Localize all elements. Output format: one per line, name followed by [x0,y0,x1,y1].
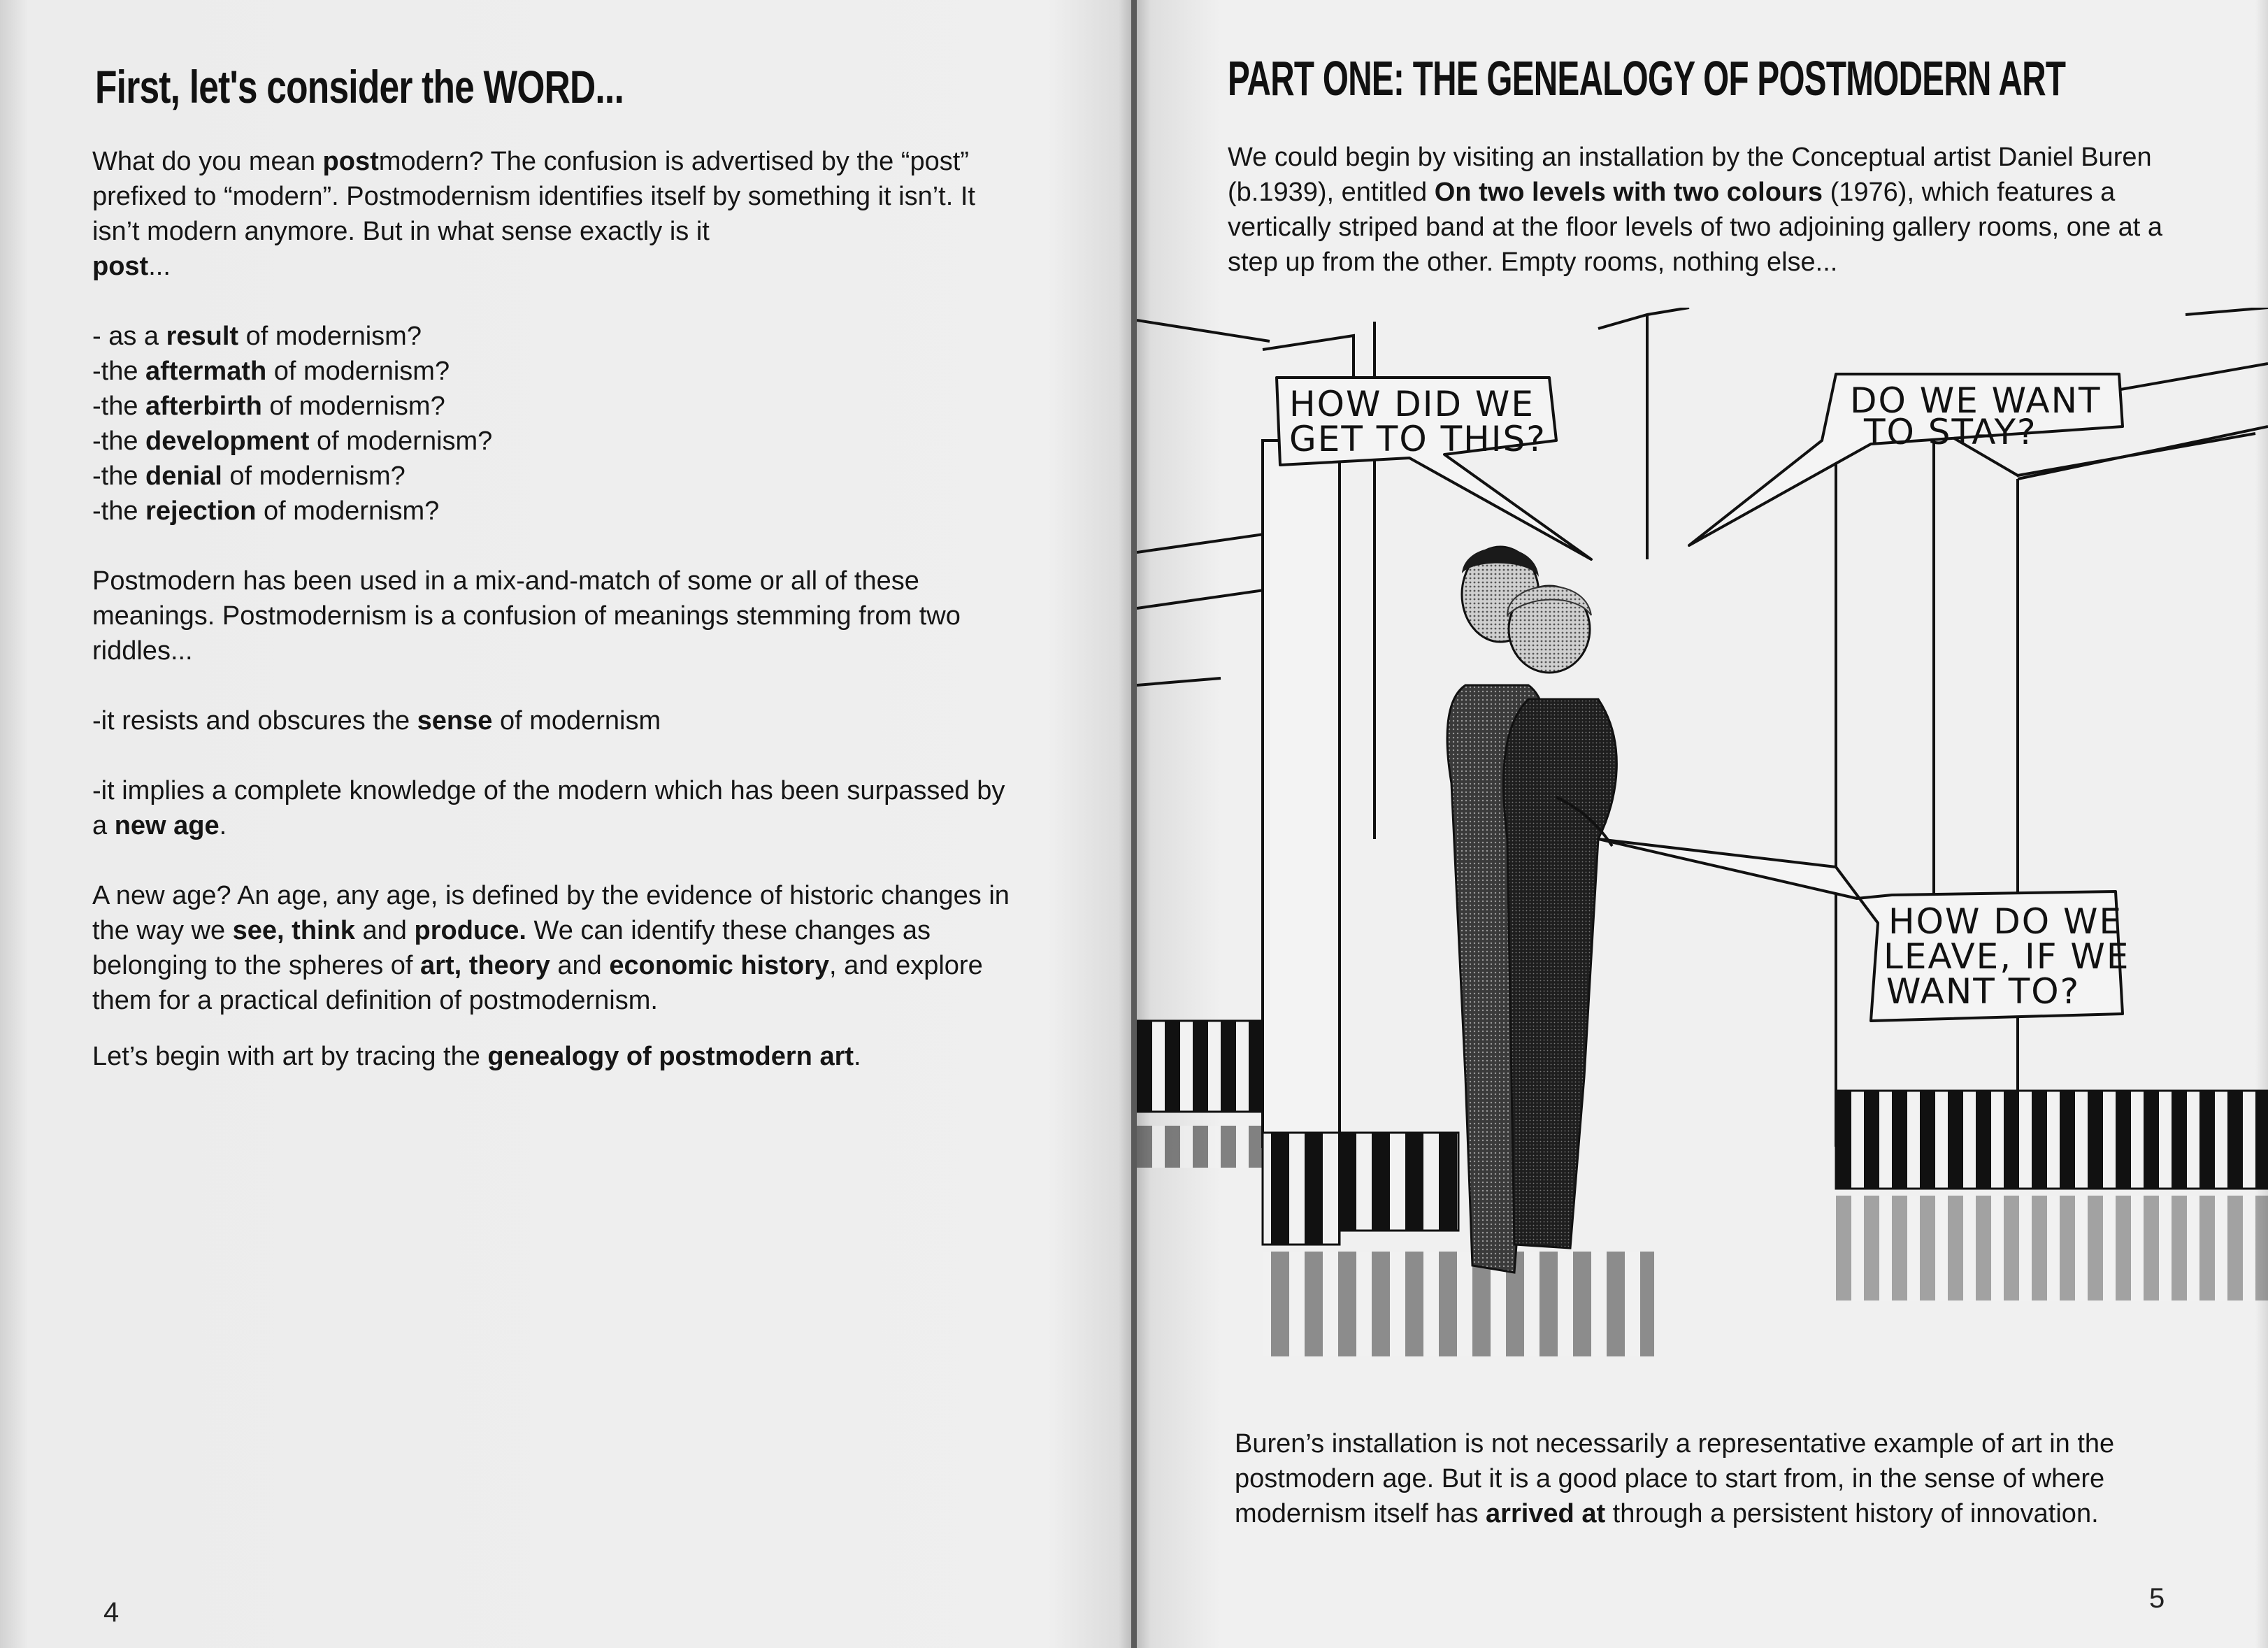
intro-bold-post: post [322,147,379,176]
woman-figure [1503,699,1616,1248]
bubble-bottom-line2: LEAVE, IF WE [1883,936,2130,977]
bubble-right-line2: TO STAY? [1864,412,2037,452]
stripe-band-pillar [1263,1133,1340,1245]
list-item: -the aftermath of modernism? [92,357,450,386]
bubble-left-line2: GET TO THIS? [1289,419,1546,459]
speech-bubble-right [1689,374,2123,545]
right-page-heading: PART ONE: THE GENEALOGY OF POSTMODERN ART [1228,51,2066,106]
riddle-one: -it resists and obscures the sense of modernism [92,706,661,736]
left-page-heading: First, let's consider the WORD... [95,61,624,113]
stripe-band-right [1836,1091,2268,1189]
stripe-reflection-floor [1263,1252,1654,1356]
gallery-illustration [1137,308,2268,1426]
book-gutter [1131,0,1137,1648]
mix-paragraph: Postmodern has been used in a mix-and-match of some or all of these meanings. Postmodernism is a confusion of meanings stemming from two riddles... [92,566,961,666]
couple-figures [1447,547,1616,1273]
left-page-body [92,144,1015,1074]
speech-bubble-bottom [1598,839,2130,1021]
intro-paragraph [92,144,1015,284]
stripe-band-middle [1340,1133,1458,1231]
page-number-right: 5 [2149,1583,2165,1614]
intro-bold-post-end: post [92,252,149,281]
list-item: -the development of modernism? [92,427,493,456]
intro-text-1: What do you mean [92,147,323,176]
list-item: -the denial of modernism? [92,461,405,491]
page-number-left: 4 [103,1597,120,1628]
stripe-reflection-left [1137,1126,1263,1168]
bubble-bottom-line3: WANT TO? [1886,971,2081,1012]
riddle-two: -it implies a complete knowledge of the modern which has been surpassed by a new age. [92,776,1005,840]
bubble-bottom-line1: HOW DO WE [1888,901,2123,942]
bubble-right-line1: DO WE WANT [1850,380,2102,421]
stripe-reflection-right [1836,1196,2268,1301]
question-list [92,319,1015,529]
right-intro-paragraph: We could begin by visiting an installation by the Conceptual artist Daniel Buren (b.1939), entitled On two levels with two colours (1976), which features a vertically striped band at the floor levels of two adjoining gallery rooms, one at a step up from the other. Empty rooms, nothing else... [1228,143,2163,277]
left-page [0,0,1131,1648]
right-page [1137,0,2268,1648]
bubble-left-line1: HOW DID WE [1289,384,1535,424]
new-age-paragraph: A new age? An age, any age, is defined by the evidence of historic changes in the way we see, think and produce. We can identify these changes as belonging to the spheres of art, theory and economic history, and explore them for a practical definition of postmodernism. [92,881,1010,1015]
intro-text-2: modern? The confusion is advertised by the “post” prefixed to “modern”. Postmodernism identifies itself by something it isn’t. It isn’t modern anymore. But in what sense exactly is it [92,147,975,246]
list-item: - as a result of modernism? [92,322,422,351]
list-item: -the rejection of modernism? [92,496,440,526]
closing-paragraph: Let’s begin with art by tracing the genealogy of postmodern art. [92,1042,861,1071]
stripe-band-left [1137,1021,1263,1112]
list-item: -the afterbirth of modernism? [92,392,445,421]
intro-ellipsis: ... [148,252,171,281]
caption-paragraph: Buren’s installation is not necessarily a representative example of art in the postmodern age. But it is a good place to start from, in the sense of where modernism itself has arrived at through a persistent history of innovation. [1235,1429,2115,1528]
